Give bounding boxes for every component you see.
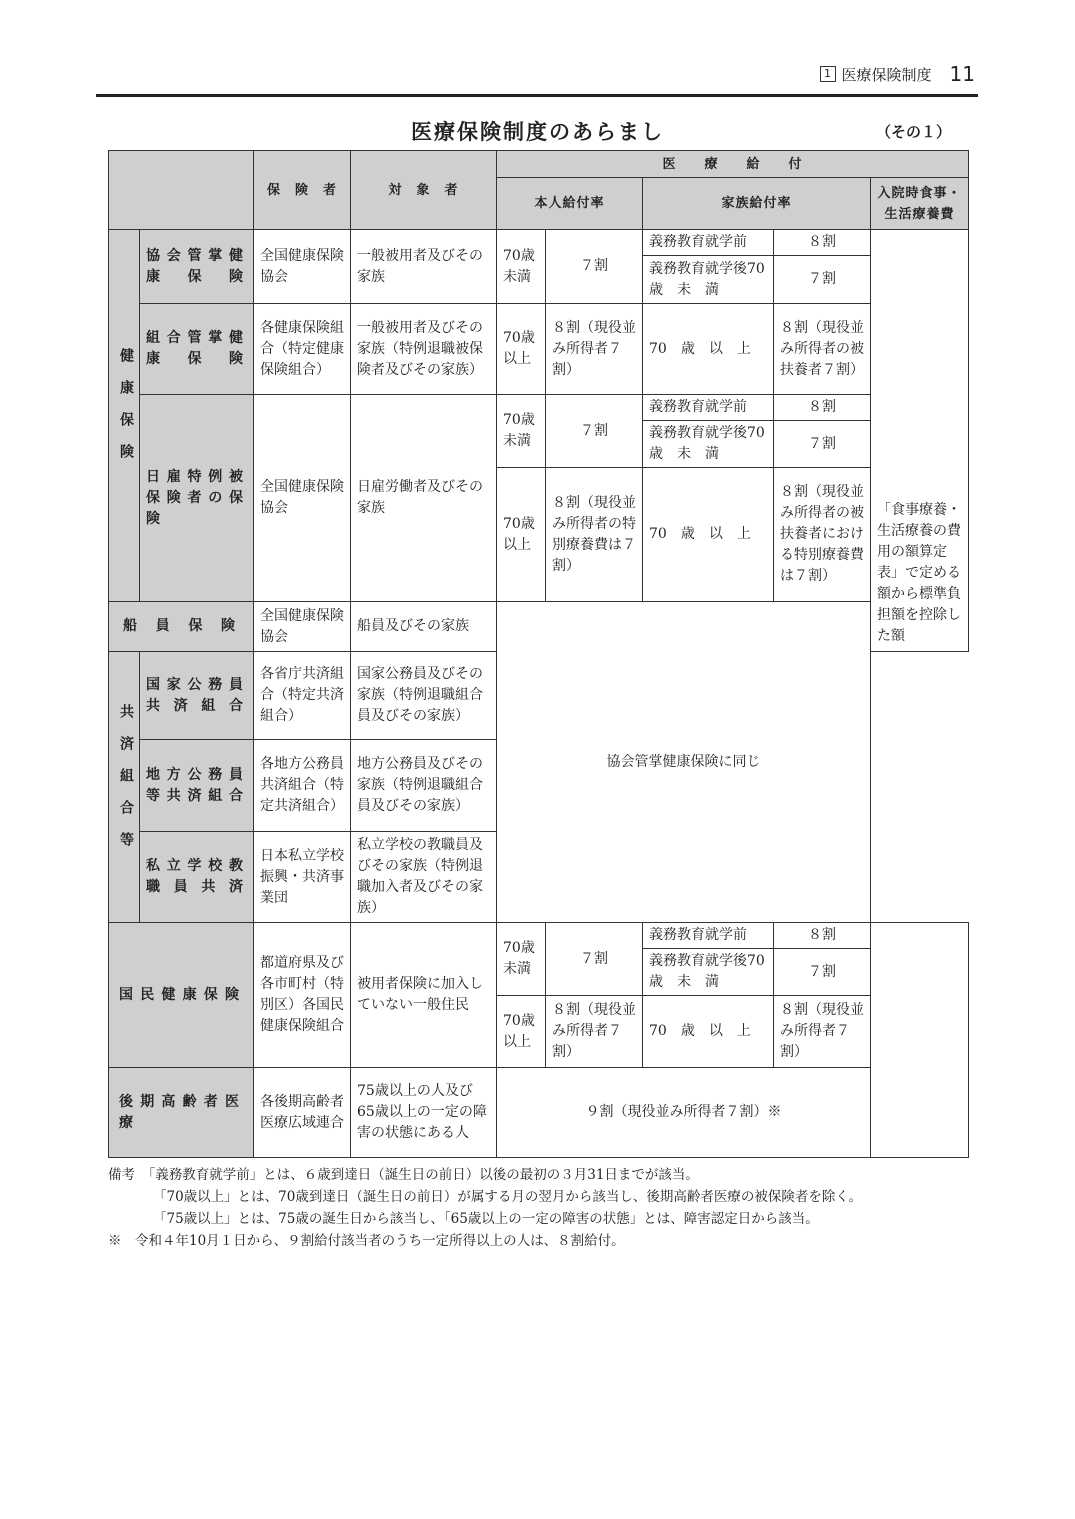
- note-line: 「70歳以上」とは、70歳到達日（誕生日の前日）が属する月の翌月から該当し、後期高齢者医療の被保険者を除く。: [153, 1189, 863, 1205]
- row-senin-insurer: 全国健康保険協会: [254, 602, 351, 652]
- same-as-kyokai: 協会管掌健康保険に同じ: [497, 602, 871, 923]
- col-insurer: 保 険 者: [254, 151, 351, 230]
- group-kyosai: 共済組合等: [109, 652, 140, 923]
- hiyatoi-pre-school: 義務教育就学前: [643, 395, 774, 421]
- row-kokka-insurer: 各省庁共済組合（特定共済組合）: [254, 652, 351, 740]
- row-hiyatoi-name: 日雇特例被保険者の保険: [140, 395, 254, 602]
- row-kyokai-insurer: 全国健康保険協会: [254, 230, 351, 304]
- page-subtitle: （その１）: [876, 123, 952, 141]
- row-chiho-name: 地方公務員等共済組合: [140, 740, 254, 832]
- row-senin-name: 船員保険: [109, 602, 254, 652]
- hiyatoi-post-school: 義務教育就学後70 歳 未 満: [643, 421, 774, 468]
- kyokai-post-school-rate: ７割: [774, 256, 871, 304]
- kokumin-age-over70: 70歳以上: [497, 996, 546, 1068]
- col-self-rate: 本人給付率: [497, 178, 643, 230]
- kyokai-pre-school-rate: ８割: [774, 230, 871, 256]
- header-rule: [96, 94, 978, 97]
- kokumin-pre-school: 義務教育就学前: [643, 923, 774, 949]
- kumiai-self-over70: ８割（現役並み所得者７割）: [546, 304, 643, 395]
- note-line: 備考 「義務教育就学前」とは、６歳到達日（誕生日の前日）以後の最初の３月31日までが該当。: [108, 1167, 699, 1183]
- header-blank: [109, 151, 254, 230]
- row-shiritsu-name: 私立学校教職員共済: [140, 832, 254, 923]
- row-kyokai-name: 協会管掌健康保険: [140, 230, 254, 304]
- row-kumiai-insurer: 各健康保険組合（特定健康保険組合）: [254, 304, 351, 395]
- kokumin-self-under70: ７割: [546, 923, 643, 996]
- row-kokumin-name: 国民健康保険: [109, 923, 254, 1068]
- hiyatoi-family-age70: 70 歳 以 上: [643, 468, 774, 602]
- note-line: ※ 令和４年10月１日から、９割給付該当者のうち一定所得以上の人は、８割給付。: [108, 1233, 625, 1249]
- meal-cost-cell-lower: [871, 923, 969, 1158]
- kyokai-pre-school: 義務教育就学前: [643, 230, 774, 256]
- col-benefits: 医 療 給 付: [497, 151, 969, 178]
- row-koki-target: 75歳以上の人及び65歳以上の一定の障害の状態にある人: [351, 1068, 497, 1158]
- kokumin-pre-school-rate: ８割: [774, 923, 871, 949]
- row-shiritsu-target: 私立学校の教職員及びその家族（特例退職加入者及びその家族）: [351, 832, 497, 923]
- meal-cost-cell: 「食事療養・生活療養の費用の額算定表」で定める額から標準負担額を控除した額: [871, 230, 969, 652]
- kumiai-age-over70: 70歳以上: [497, 304, 546, 395]
- kokumin-family-age70: 70 歳 以 上: [643, 996, 774, 1068]
- chapter-title: 医療保険制度: [841, 65, 932, 84]
- col-family-rate: 家族給付率: [643, 178, 871, 230]
- insurance-table: [108, 150, 969, 1158]
- group-kenko: 健康保険: [109, 230, 140, 602]
- row-chiho-insurer: 各地方公務員共済組合（特定共済組合）: [254, 740, 351, 832]
- hiyatoi-age-under70: 70歳未満: [497, 395, 546, 468]
- row-hiyatoi-target: 日雇労働者及びその家族: [351, 395, 497, 602]
- kokumin-self-over70: ８割（現役並み所得者７割）: [546, 996, 643, 1068]
- kokumin-post-school: 義務教育就学後70 歳 未 満: [643, 949, 774, 996]
- row-kokumin-target: 被用者保険に加入していない一般住民: [351, 923, 497, 1068]
- hiyatoi-pre-school-rate: ８割: [774, 395, 871, 421]
- running-head: [820, 62, 975, 86]
- note-line: 「75歳以上」とは、75歳の誕生日から該当し、「65歳以上の一定の障害の状態」とは、障害認定日から該当。: [153, 1211, 819, 1227]
- row-hiyatoi-insurer: 全国健康保険協会: [254, 395, 351, 602]
- kyokai-age-under70: 70歳未満: [497, 230, 546, 304]
- row-shiritsu-insurer: 日本私立学校振興・共済事業団: [254, 832, 351, 923]
- koki-benefit: ９割（現役並み所得者７割）※: [497, 1068, 871, 1158]
- row-koki-name: 後期高齢者医療: [109, 1068, 254, 1158]
- kumiai-family-over70: ８割（現役並み所得者の被扶養者７割）: [774, 304, 871, 395]
- row-kumiai-target: 一般被用者及びその家族（特例退職被保険者及びその家族）: [351, 304, 497, 395]
- hiyatoi-self-over70: ８割（現役並み所得者の特別療養費は７割）: [546, 468, 643, 602]
- hiyatoi-post-school-rate: ７割: [774, 421, 871, 468]
- kokumin-post-school-rate: ７割: [774, 949, 871, 996]
- notes: [108, 1164, 862, 1252]
- col-meal-cost: 入院時食事・生活療養費: [871, 178, 969, 230]
- row-kokka-target: 国家公務員及びその家族（特例退職組合員及びその家族）: [351, 652, 497, 740]
- row-chiho-target: 地方公務員及びその家族（特例退職組合員及びその家族）: [351, 740, 497, 832]
- page-number: 11: [949, 62, 975, 86]
- kokumin-family-over70: ８割（現役並み所得者７割）: [774, 996, 871, 1068]
- row-senin-target: 船員及びその家族: [351, 602, 497, 652]
- col-target: 対 象 者: [351, 151, 497, 230]
- row-kyokai-target: 一般被用者及びその家族: [351, 230, 497, 304]
- hiyatoi-family-over70: ８割（現役並み所得者の被扶養者における特別療養費は７割）: [774, 468, 871, 602]
- kyokai-post-school: 義務教育就学後70 歳 未 満: [643, 256, 774, 304]
- hiyatoi-age-over70: 70歳以上: [497, 468, 546, 602]
- page-title: 医療保険制度のあらまし: [411, 120, 664, 144]
- row-koki-insurer: 各後期高齢者医療広域連合: [254, 1068, 351, 1158]
- kumiai-family-age70: 70 歳 以 上: [643, 304, 774, 395]
- chapter-number-box: 1: [820, 66, 836, 82]
- row-kumiai-name: 組合管掌健康保険: [140, 304, 254, 395]
- row-kokumin-insurer: 都道府県及び各市町村（特別区）各国民健康保険組合: [254, 923, 351, 1068]
- kyokai-self-under70: ７割: [546, 230, 643, 304]
- hiyatoi-self-under70: ７割: [546, 395, 643, 468]
- kokumin-age-under70: 70歳未満: [497, 923, 546, 996]
- row-kokka-name: 国家公務員共済組合: [140, 652, 254, 740]
